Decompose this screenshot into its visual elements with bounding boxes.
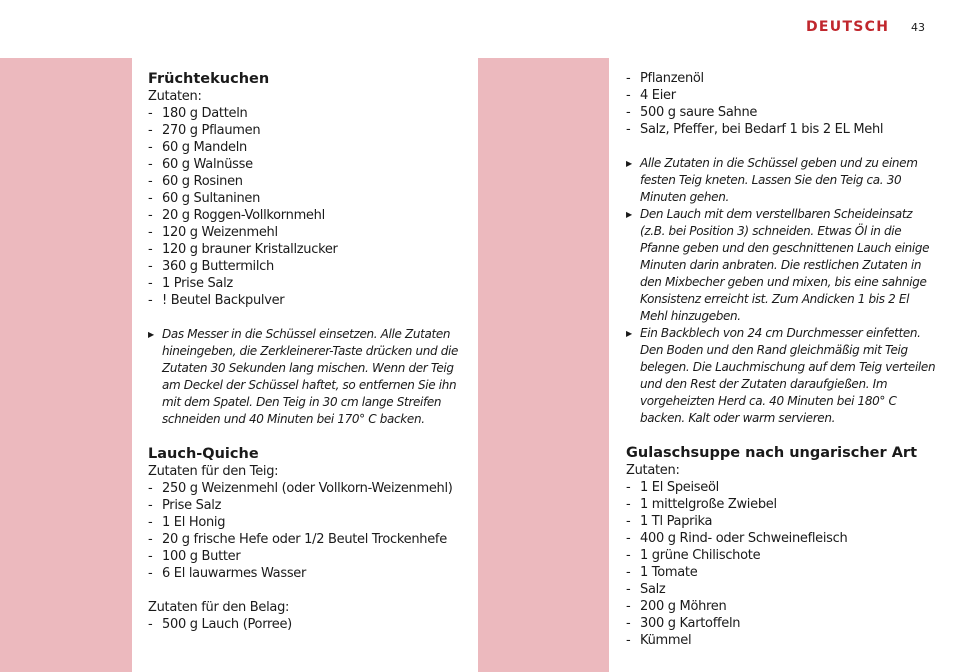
ingredient-item: - 20 g frische Hefe oder 1/2 Beutel Trockenhefe — [148, 532, 447, 547]
lauch-quiche-topping-ingredients — [148, 616, 468, 633]
ingredient-item: - 1 Tl Paprika — [626, 514, 713, 529]
lauch-quiche-dough-subtitle: Zutaten für den Teig: — [148, 464, 279, 479]
instruction-step: ▶ Ein Backblech von 24 cm Durchmesser einfetten. Den Boden und den Rand gleichmäßig mit Teig belegen. Die Lauchmischung auf dem Teig verteilen und den Rest der Zutaten daraufgießen. Im vorgeheizten Herd ca. 40 Minuten bei 180° C backen. Kalt oder warm servieren. — [626, 326, 936, 425]
bullet-arrow-icon: ▶ — [626, 210, 632, 219]
ingredient-item: - 200 g Möhren — [626, 599, 727, 614]
ingredient-item: - 6 El lauwarmes Wasser — [148, 566, 307, 581]
ingredient-item: - 270 g Pflaumen — [148, 123, 261, 138]
lauch-quiche-dough-ingredients — [148, 480, 468, 582]
ingredient-item: - 400 g Rind- oder Schweinefleisch — [626, 531, 848, 546]
ingredient-item: - Kümmel — [626, 633, 692, 648]
page-number: 43 — [911, 21, 925, 34]
ingredient-item: - 1 mittelgroße Zwiebel — [626, 497, 777, 512]
gulaschsuppe-title: Gulaschsuppe nach ungarischer Art — [626, 445, 918, 461]
fruechtekuchen-subtitle: Zutaten: — [148, 89, 202, 104]
ingredient-item: - 500 g Lauch (Porree) — [148, 617, 292, 632]
ingredient-item: - 1 Prise Salz — [148, 276, 233, 291]
instruction-step: ▶ Das Messer in die Schüssel einsetzen. Alle Zutaten hineingeben, die Zerkleinerer-Taste drücken und die Zutaten 30 Sekunden lang mischen. Wenn der Teig am Deckel der Schüssel haftet, so entfernen Sie ihn mit dem Spatel. Den Teig in 30 cm lange Streifen schneiden und 40 Minuten bei 170° C backen. — [148, 327, 459, 426]
instruction-step: ▶ Alle Zutaten in die Schüssel geben und zu einem festen Teig kneten. Lassen Sie den Teig ca. 30 Minuten gehen. — [626, 156, 918, 204]
ingredient-item: - Prise Salz — [148, 498, 222, 513]
ingredient-item: - 1 El Honig — [148, 515, 226, 530]
center-margin-band — [478, 58, 609, 672]
lauch-quiche-title: Lauch-Quiche — [148, 446, 259, 462]
ingredient-item: - 60 g Mandeln — [148, 140, 247, 155]
bullet-arrow-icon: ▶ — [148, 330, 154, 339]
left-margin-band — [0, 58, 132, 672]
fruechtekuchen-title: Früchtekuchen — [148, 71, 270, 87]
bullet-arrow-icon: ▶ — [626, 159, 632, 168]
ingredient-item: - 60 g Rosinen — [148, 174, 243, 189]
ingredient-item: - 180 g Datteln — [148, 106, 248, 121]
ingredient-item: - 120 g Weizenmehl — [148, 225, 278, 240]
ingredient-item: - 60 g Walnüsse — [148, 157, 253, 172]
ingredient-item: - 60 g Sultaninen — [148, 191, 261, 206]
ingredient-item: - Salz, Pfeffer, bei Bedarf 1 bis 2 EL Mehl — [626, 122, 884, 137]
ingredient-item: - 500 g saure Sahne — [626, 105, 758, 120]
ingredient-item: - 4 Eier — [626, 88, 676, 103]
ingredient-item: - ! Beutel Backpulver — [148, 293, 285, 308]
ingredient-item: - Pflanzenöl — [626, 71, 704, 86]
ingredient-item: - 20 g Roggen-Vollkornmehl — [148, 208, 325, 223]
lauch-quiche-topping-subtitle: Zutaten für den Belag: — [148, 600, 290, 615]
ingredient-item: - 360 g Buttermilch — [148, 259, 274, 274]
language-heading: DEUTSCH — [806, 19, 890, 35]
ingredient-item: - 100 g Butter — [148, 549, 241, 564]
left-column — [148, 70, 468, 633]
ingredient-item: - 120 g brauner Kristallzucker — [148, 242, 338, 257]
ingredient-item: - 1 Tomate — [626, 565, 698, 580]
fruechtekuchen-steps — [148, 326, 468, 428]
ingredient-item: - Salz — [626, 582, 666, 597]
ingredient-item: - 1 grüne Chilischote — [626, 548, 761, 563]
ingredient-item: - 300 g Kartoffeln — [626, 616, 741, 631]
instruction-step: ▶ Den Lauch mit dem verstellbaren Scheideinsatz (z.B. bei Position 3) schneiden. Etwas Öl in die Pfanne geben und den geschnittenen Lauch einige Minuten darin anbraten. Die restlichen Zutaten in den Mixbecher geben und mixen, bis eine sahnige Konsistenz erreicht ist. Zum Andicken 1 bis 2 El Mehl hinzugeben. — [626, 207, 930, 323]
bullet-arrow-icon: ▶ — [626, 329, 632, 338]
lauch-quiche-topping-continued — [626, 70, 938, 138]
ingredient-item: - 250 g Weizenmehl (oder Vollkorn-Weizenmehl) — [148, 481, 453, 496]
gulaschsuppe-ingredients — [626, 479, 938, 649]
fruechtekuchen-ingredients — [148, 105, 468, 309]
gulaschsuppe-subtitle: Zutaten: — [626, 463, 680, 478]
ingredient-item: - 1 El Speiseöl — [626, 480, 719, 495]
lauch-quiche-steps — [626, 155, 938, 427]
right-column — [626, 70, 938, 649]
